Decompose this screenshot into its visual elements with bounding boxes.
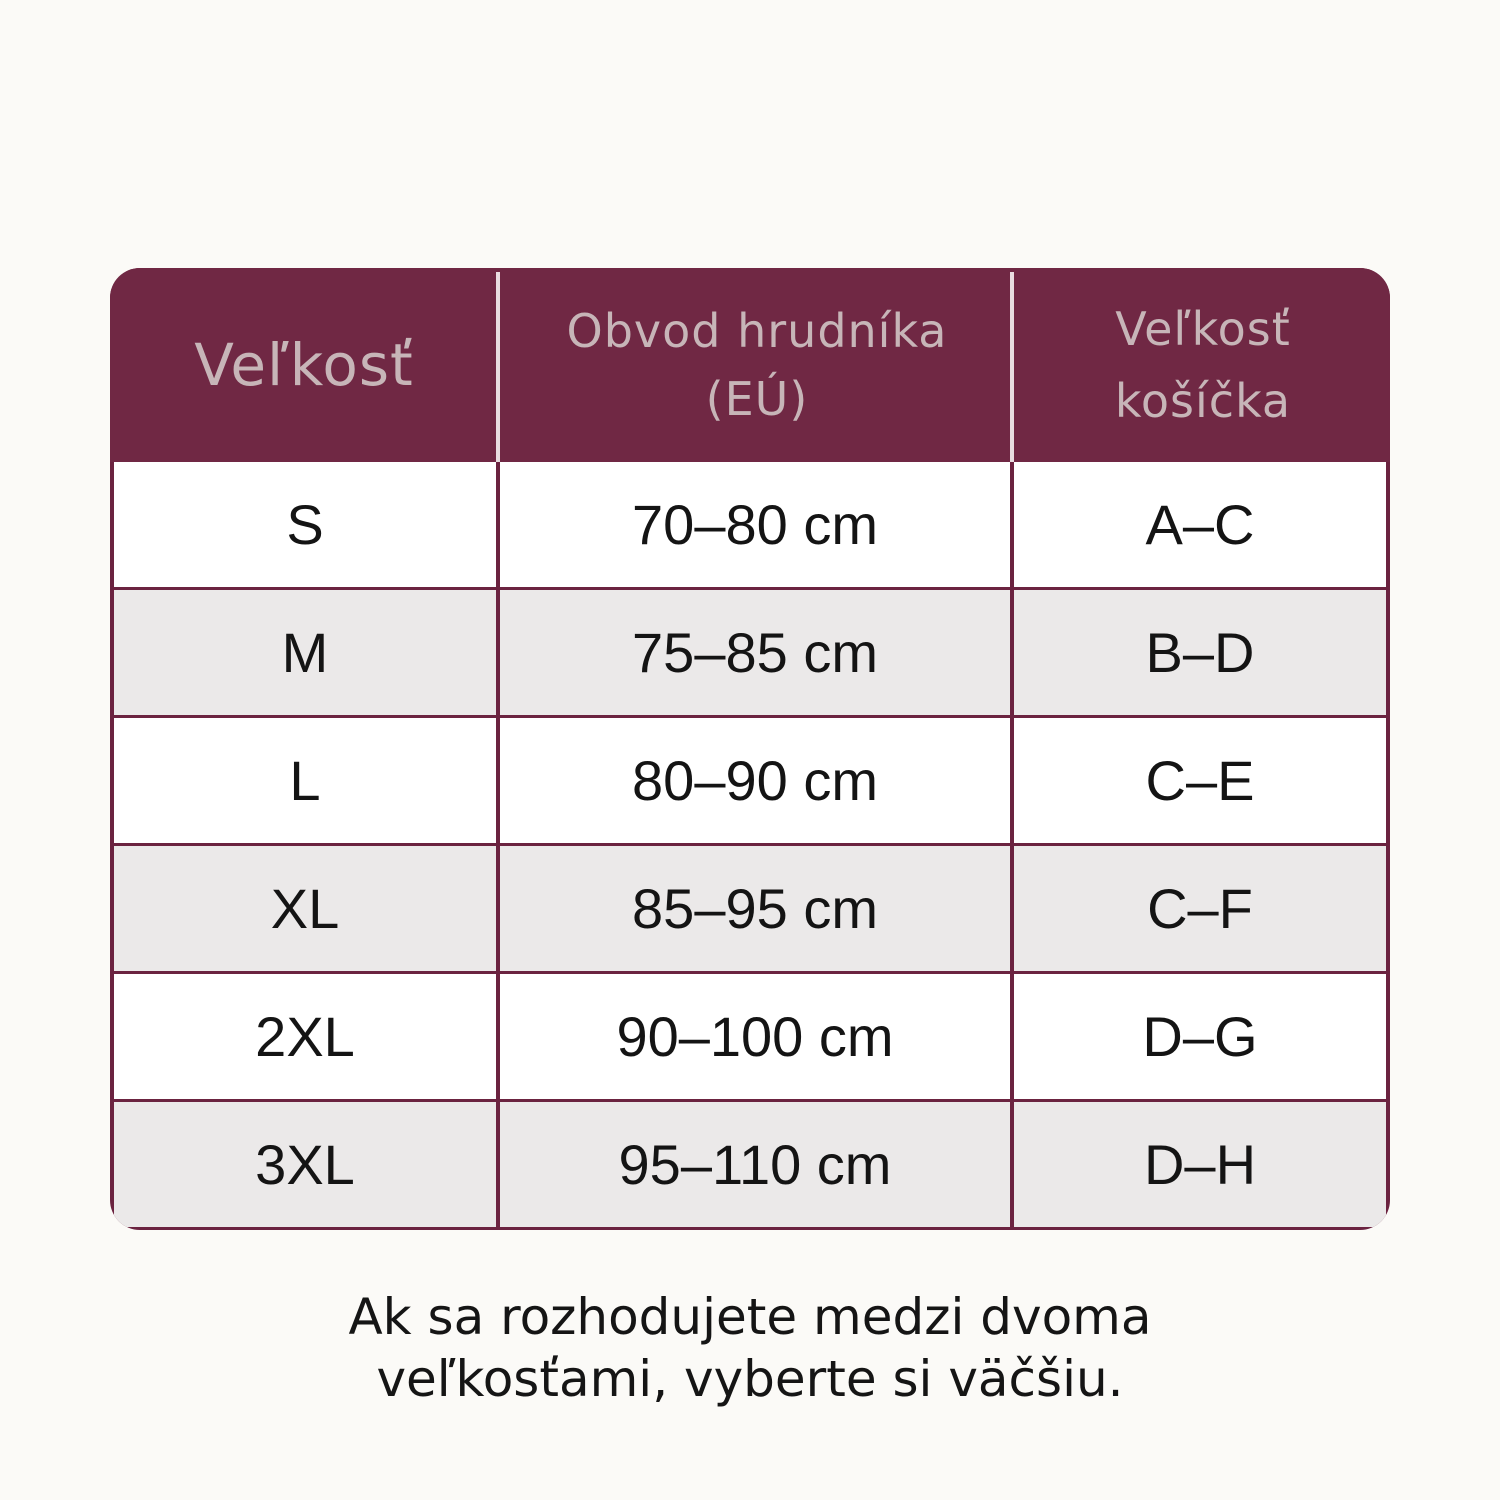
table-row <box>114 718 1386 843</box>
chest-cell: 70–80 cm <box>500 462 1010 587</box>
table-header <box>110 268 1390 462</box>
table-row <box>114 590 1386 715</box>
cup-cell: D–H <box>1014 1102 1386 1227</box>
size-cell: S <box>114 462 496 587</box>
header-cup <box>1016 268 1390 462</box>
header-cup-label: Veľkosť košíčka <box>1114 302 1292 428</box>
cup-cell: C–E <box>1014 718 1386 843</box>
cup-cell: D–G <box>1014 974 1386 1099</box>
table-row <box>114 462 1386 587</box>
chest-cell: 95–110 cm <box>500 1102 1010 1227</box>
chest-cell: 90–100 cm <box>500 974 1010 1099</box>
size-chart-table <box>110 268 1390 1230</box>
table-row <box>114 846 1386 971</box>
header-size-label: Veľkosť <box>194 331 414 399</box>
header-size <box>110 268 498 462</box>
size-cell: L <box>114 718 496 843</box>
cup-cell: B–D <box>1014 590 1386 715</box>
header-divider <box>496 272 500 462</box>
size-cell: 2XL <box>114 974 496 1099</box>
size-cell: M <box>114 590 496 715</box>
chest-cell: 75–85 cm <box>500 590 1010 715</box>
chest-cell: 85–95 cm <box>500 846 1010 971</box>
cup-cell: A–C <box>1014 462 1386 587</box>
size-note: Ak sa rozhodujete medzi dvoma veľkosťami, vyberte si väčšiu. <box>348 1288 1152 1408</box>
chest-cell: 80–90 cm <box>500 718 1010 843</box>
size-cell: 3XL <box>114 1102 496 1227</box>
cup-cell: C–F <box>1014 846 1386 971</box>
table-row <box>114 974 1386 1099</box>
header-divider <box>1010 272 1014 462</box>
header-chest-label: Obvod hrudníka (EÚ) <box>566 304 948 426</box>
size-cell: XL <box>114 846 496 971</box>
table-row <box>114 1102 1386 1227</box>
header-chest <box>502 268 1012 462</box>
